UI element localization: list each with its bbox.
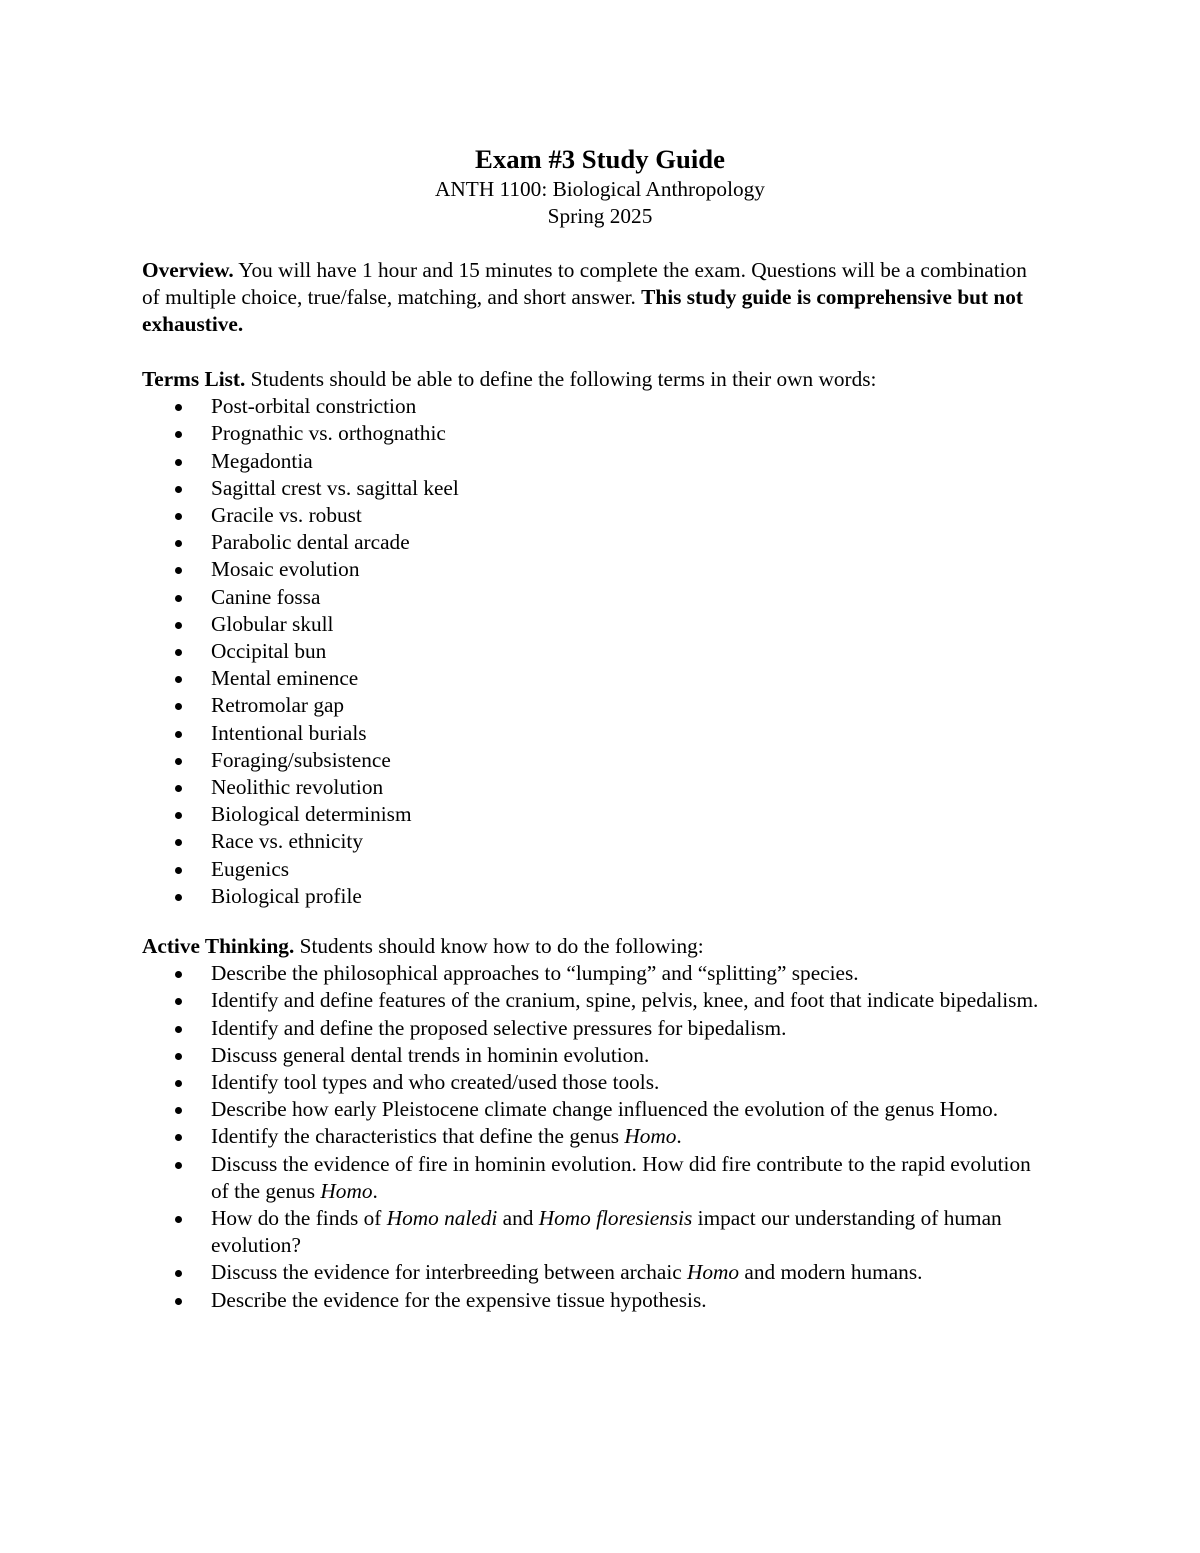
italic-term: Homo naledi — [386, 1206, 498, 1231]
term-text: Foraging/subsistence — [211, 747, 391, 772]
term-text: Sagittal crest vs. sagittal keel — [211, 475, 459, 500]
bullet-icon — [175, 1270, 182, 1277]
bullet-icon — [175, 1107, 182, 1114]
overview-label: Overview. — [142, 258, 234, 282]
bullet-icon — [175, 676, 182, 683]
bullet-icon — [175, 971, 182, 978]
active-heading — [142, 933, 1042, 960]
item-text: Identify tool types and who created/used those tools. — [211, 1070, 660, 1095]
active-thinking-item — [142, 1042, 1042, 1069]
bullet-icon — [175, 867, 182, 874]
term-item — [142, 856, 1042, 883]
active-thinking-item — [142, 1259, 1042, 1286]
bullet-icon — [175, 1134, 182, 1141]
bullet-icon — [175, 703, 182, 710]
bullet-icon — [175, 1216, 182, 1223]
term-text: Mosaic evolution — [211, 557, 360, 582]
active-thinking-section — [142, 933, 1042, 1314]
bullet-icon — [175, 894, 182, 901]
document-title: Exam #3 Study Guide — [475, 144, 725, 174]
active-thinking-item — [142, 1015, 1042, 1042]
term-text: Globular skull — [211, 611, 334, 636]
bullet-icon — [175, 431, 182, 438]
term-item — [142, 665, 1042, 692]
italic-term: Homo — [320, 1178, 373, 1203]
terms-label: Terms List. — [142, 367, 246, 391]
bullet-icon — [175, 1080, 182, 1087]
bullet-icon — [175, 459, 182, 466]
term-text: Gracile vs. robust — [211, 503, 362, 528]
item-text: and modern humans. — [739, 1260, 923, 1285]
term-text: Canine fossa — [211, 584, 321, 609]
bullet-icon — [175, 595, 182, 602]
term-item — [142, 611, 1042, 638]
bullet-icon — [175, 1026, 182, 1033]
term-text: Retromolar gap — [211, 693, 345, 718]
term-item — [142, 801, 1042, 828]
term-item — [142, 584, 1042, 611]
active-intro: Students should know how to do the following: — [294, 934, 704, 958]
active-thinking-item — [142, 1205, 1042, 1259]
item-text: Discuss the evidence for interbreeding between archaic — [211, 1260, 688, 1285]
term-text: Post-orbital constriction — [211, 394, 417, 419]
term-label: Spring 2025 — [547, 204, 653, 229]
term-item — [142, 529, 1042, 556]
term-item — [142, 828, 1042, 855]
item-text: Identify and define the proposed selective pressures for bipedalism. — [211, 1015, 787, 1040]
item-text: Identify and define features of the cranium, spine, pelvis, knee, and foot that indicate bipedalism. — [211, 988, 1039, 1013]
italic-term: Homo floresiensis — [538, 1206, 693, 1231]
item-text: and — [497, 1206, 539, 1231]
term-text: Neolithic revolution — [211, 775, 384, 800]
term-item — [142, 883, 1042, 910]
overview-paragraph — [142, 257, 1042, 339]
bullet-icon — [175, 404, 182, 411]
terms-intro: Students should be able to define the following terms in their own words: — [245, 367, 877, 391]
term-text: Occipital bun — [211, 639, 327, 664]
active-thinking-item — [142, 1069, 1042, 1096]
term-item — [142, 638, 1042, 665]
bullet-icon — [175, 731, 182, 738]
bullet-icon — [175, 812, 182, 819]
course-name: ANTH 1100: Biological Anthropology — [435, 177, 765, 201]
item-text: How do the finds of — [211, 1206, 387, 1231]
item-text: Discuss general dental trends in hominin evolution. — [211, 1042, 650, 1067]
document-header — [142, 142, 1058, 230]
term-item — [142, 692, 1042, 719]
active-thinking-list — [142, 960, 1042, 1314]
term-item — [142, 747, 1042, 774]
active-thinking-item — [142, 1287, 1042, 1314]
item-text: impact our understanding of human evolution? — [211, 1206, 1002, 1258]
term-text: Intentional burials — [211, 720, 367, 745]
term-item — [142, 393, 1042, 420]
active-label: Active Thinking. — [142, 934, 295, 958]
bullet-icon — [175, 1053, 182, 1060]
item-text: Identify the characteristics that define the genus — [211, 1124, 625, 1149]
active-thinking-item — [142, 960, 1042, 987]
term-text: Megadontia — [211, 448, 313, 473]
term-item — [142, 774, 1042, 801]
bullet-icon — [175, 567, 182, 574]
overview-emphasis: This study guide is comprehensive but not exhaustive. — [142, 285, 1024, 337]
bullet-icon — [175, 649, 182, 656]
bullet-icon — [175, 513, 182, 520]
term-item — [142, 475, 1042, 502]
term-text: Eugenics — [211, 856, 290, 881]
term-text: Parabolic dental arcade — [211, 530, 410, 555]
terms-list-section — [142, 366, 1042, 910]
term-item — [142, 420, 1042, 447]
item-text: Describe how early Pleistocene climate change influenced the evolution of the genus Homo. — [211, 1097, 999, 1122]
italic-term: Homo — [624, 1124, 677, 1149]
active-thinking-item — [142, 1151, 1042, 1205]
terms-heading — [142, 366, 1042, 393]
bullet-icon — [175, 839, 182, 846]
overview-text: You will have 1 hour and 15 minutes to complete the exam. Questions will be a combination of multiple choice, true/false, matching, and short answer. — [142, 258, 1027, 310]
active-thinking-item — [142, 1096, 1042, 1123]
term-item — [142, 556, 1042, 583]
item-text: . — [372, 1178, 378, 1203]
bullet-icon — [175, 1162, 182, 1169]
term-text: Biological profile — [211, 883, 362, 908]
item-text: Describe the evidence for the expensive tissue hypothesis. — [211, 1287, 707, 1312]
term-text: Race vs. ethnicity — [211, 829, 363, 854]
term-text: Prognathic vs. orthognathic — [211, 421, 446, 446]
bullet-icon — [175, 486, 182, 493]
item-text: . — [676, 1124, 682, 1149]
term-item — [142, 502, 1042, 529]
active-thinking-item — [142, 1123, 1042, 1150]
term-text: Biological determinism — [211, 802, 412, 827]
item-text: Describe the philosophical approaches to “lumping” and “splitting” species. — [211, 961, 859, 986]
item-text: Discuss the evidence of fire in hominin evolution. How did fire contribute to the rapid evolution of the genus — [211, 1151, 1031, 1203]
bullet-icon — [175, 540, 182, 547]
term-text: Mental eminence — [211, 666, 359, 691]
bullet-icon — [175, 1298, 182, 1305]
italic-term: Homo — [687, 1260, 740, 1285]
active-thinking-item — [142, 987, 1042, 1014]
term-item — [142, 448, 1042, 475]
term-item — [142, 720, 1042, 747]
bullet-icon — [175, 998, 182, 1005]
bullet-icon — [175, 622, 182, 629]
bullet-icon — [175, 758, 182, 765]
bullet-icon — [175, 785, 182, 792]
terms-list — [142, 393, 1042, 910]
